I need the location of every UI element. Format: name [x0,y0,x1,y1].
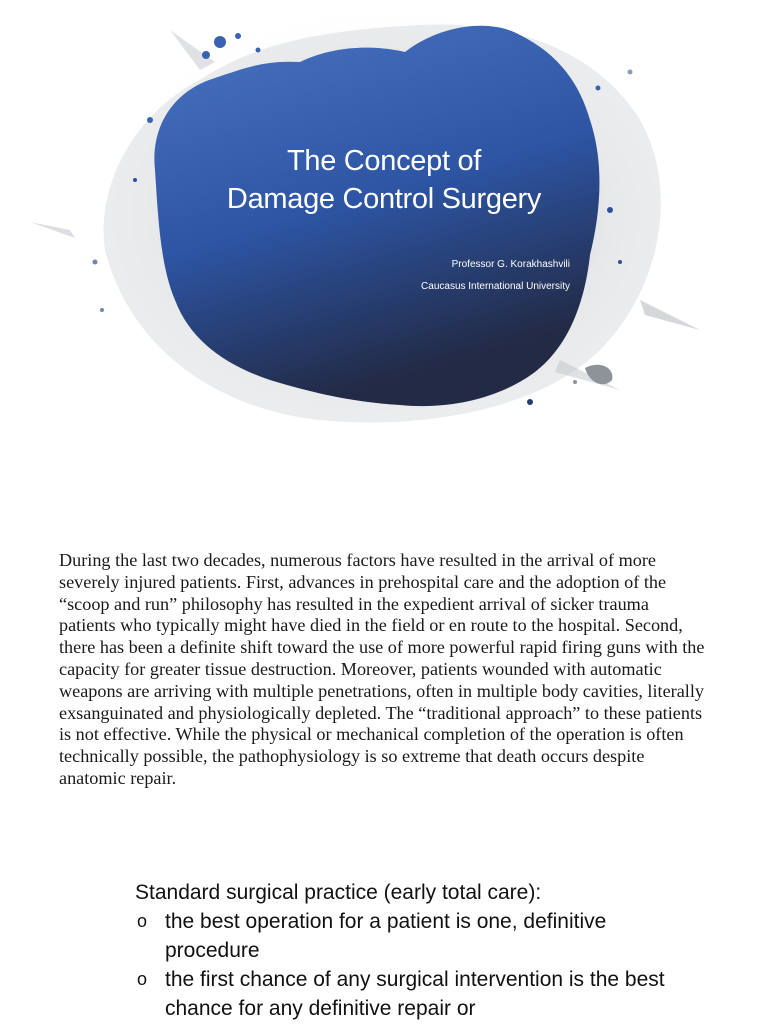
surgical-practice-block [135,878,695,1023]
text-slide [0,432,768,1024]
body-paragraph: During the last two decades, numerous factors have resulted in the arrival of more severely injured patients. First, advances in prehospital care and the adoption of the “scoop and run” philosophy has resulted in the expedient arrival of sicker trauma patients who typically might have died in the field or en route to the hospital. Second, there has been a definite shift toward the use of more powerful rapid firing guns with the capacity for greater tissue destruction. Moreover, patients wounded with automatic weapons are arriving with multiple penetrations, often in multiple body cavities, literally exsanguinated and physiologically depleted. The “traditional approach” to these patients is not effective. While the physical or mechanical completion of the operation is often technically possible, the pathophysiology is so extreme that death occurs despite anatomic repair. [59,550,705,788]
bullet-text: the best operation for a patient is one, definitive procedure [165,910,607,962]
hollow-circle-bullet-icon: o [137,969,148,989]
hollow-circle-bullet-icon: o [137,911,148,931]
list-item [135,907,695,965]
title-slide [0,0,768,432]
title-line-1: The Concept of [286,145,482,177]
practice-heading: Standard surgical practice (early total care): [135,881,542,904]
slide-title [150,142,618,218]
list-item [135,965,695,1023]
author-name: Professor G. Korakhashvili [451,259,570,270]
practice-bullet-list [135,907,695,1023]
bullet-text: the first chance of any surgical intervention is the best chance for any definitive repair or [165,968,665,1020]
author-affiliation: Caucasus International University [421,281,570,292]
title-line-2: Damage Control Surgery [226,183,542,215]
